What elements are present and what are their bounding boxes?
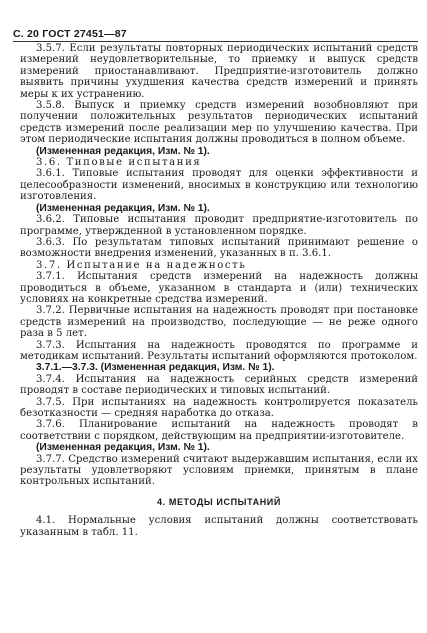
paragraph-3-7-7: 3.7.7. Средство измерений считают выдержавшим испытания, если их результаты удовлетворяют условиям приемки, принятым в плане контрольных испытаний. xyxy=(20,453,418,488)
document-body xyxy=(20,43,418,538)
paragraph-3-7-3: 3.7.3. Испытания на надежность проводятся по программе и методикам испытаний. Результаты испытаний оформляются протоколом. xyxy=(20,339,418,362)
paragraph-3-7-1: 3.7.1. Испытания средств измерений на надежность должны проводиться в объеме, указанном в стандарта и (или) технических условиях на конкретные средства измерений. xyxy=(20,271,418,305)
paragraph-3-6-1: 3.6.1. Типовые испытания проводят для оценки эффективности и целесообразности изменений, вносимых в конструкцию или технологию изготовления. xyxy=(20,168,418,203)
paragraph-3-7-2: 3.7.2. Первичные испытания на надежность проводят при постановке средств измерений на производство, последующие — не реже одного раза в 5 лет. xyxy=(20,305,418,340)
paragraph-3-5-8: 3.5.8. Выпуск и приемку средств измерений возобновляют при получении положительных результатов периодических испытаний средств измерений после реализации мер по улучшению качества. При этом периодические испытания должны проводиться в полном объеме. xyxy=(20,100,418,146)
subsection-heading-3-7: 3.7. Испытание на надежность xyxy=(36,259,247,271)
amendment-note: 3.7.1.—3.7.3. (Измененная редакция, Изм. № 1). xyxy=(36,362,275,374)
paragraph-3-6-2: 3.6.2. Типовые испытания проводит предприятие-изготовитель по программе, утвержденной в установленном порядке. xyxy=(20,214,418,237)
amendment-note: (Измененная редакция, Изм. № 1). xyxy=(36,442,210,454)
paragraph-3-6-3: 3.6.3. По результатам типовых испытаний принимают решение о возможности внедрения изменений, указанных в п. 3.6.1. xyxy=(20,236,418,260)
paragraph-3-7-6: 3.7.6. Планирование испытаний на надежность проводят в соответствии с порядком, действующим на предприятии-изготовителе. xyxy=(20,419,418,442)
amendment-note: (Измененная редакция, Изм. № 1). xyxy=(36,202,210,214)
paragraph-4-1: 4.1. Нормальные условия испытаний должны соответствовать указанным в табл. 11. xyxy=(20,515,418,538)
section-title: 4. МЕТОДЫ ИСПЫТАНИЙ xyxy=(157,496,281,507)
subsection-heading-3-6: 3.6. Типовые испытания xyxy=(36,157,202,169)
running-header: С. 20 ГОСТ 27451—87 xyxy=(13,28,127,40)
paragraph-3-5-7: 3.5.7. Если результаты повторных периодических испытаний средств измерений неудовлетворительные, то приемку и выпуск средств измерений приостанавливают. Предприятие-изготовитель должно выявить причины ухудшения качества средств измерений и принять меры к их устранению. xyxy=(20,43,418,100)
paragraph-3-7-4: 3.7.4. Испытания на надежность серийных средств измерений проводят в составе периодических и типовых испытаний. xyxy=(20,373,418,397)
header-rule xyxy=(13,41,418,42)
paragraph-3-7-5: 3.7.5. При испытаниях на надежность контролируется показатель безотказности — средняя наработка до отказа. xyxy=(20,396,418,419)
amendment-note: (Измененная редакция, Изм. № 1). xyxy=(36,145,210,157)
